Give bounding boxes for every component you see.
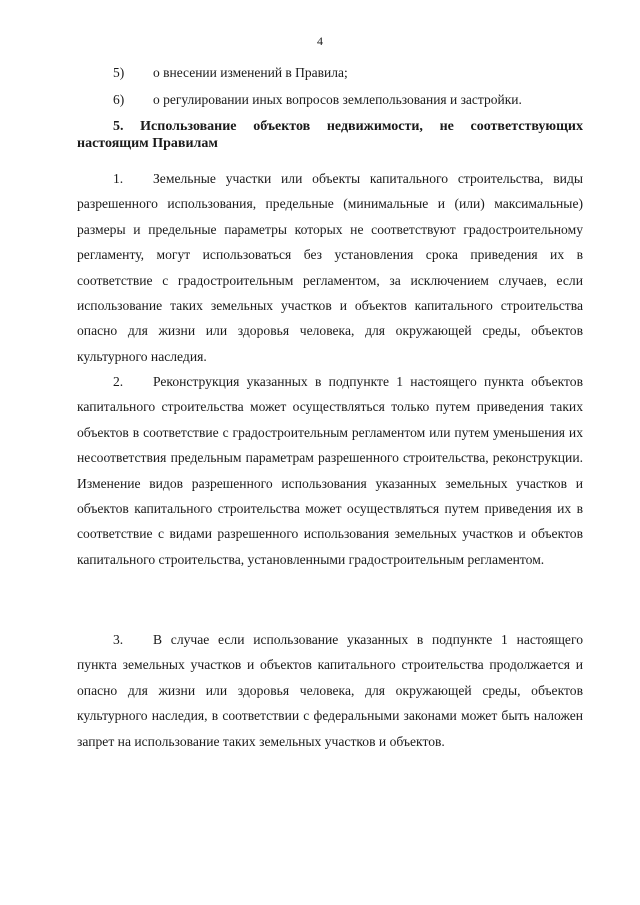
paragraph-text: Земельные участки или объекты капитального строительства, виды разрешенного использования, предельные (минимальные и (или) максимальные) размеры и предельные параметры которых не соответствуют градостроительному регламенту, могут использоваться без установления срока приведения их в соответствие с градостроительным регламентом, за исключением случаев, если использование таких земельных участков и объектов капитального строительства опасно для жизни или здоровья человека, для окружающей среды, объектов культурного наследия. — [77, 171, 583, 364]
list-item-text: о регулировании иных вопросов землепользования и застройки. — [153, 92, 522, 107]
paragraph — [77, 166, 583, 369]
list-item — [113, 92, 522, 108]
paragraph-number: 2. — [113, 374, 124, 389]
paragraph — [77, 369, 583, 572]
list-item-text: о внесении изменений в Правила; — [153, 65, 348, 80]
paragraph-number: 1. — [113, 171, 124, 186]
list-item — [113, 65, 348, 81]
list-item-number: 5) — [113, 65, 125, 80]
paragraph — [77, 627, 583, 754]
section-heading: 5. Использование объектов недвижимости, не соответствующих настоящим Правилам — [77, 119, 583, 151]
paragraph-text: Реконструкция указанных в подпункте 1 настоящего пункта объектов капитального строительства может осуществляться только путем приведения таких объектов в соответствие с градостроительным регламентом или путем уменьшения их несоответствия предельным параметрам разрешенного строительства, реконструкции. Изменение видов разрешенного использования указанных земельных участков и объектов капитального строительства может осуществляться путем приведения их в соответствие с видами разрешенного использования земельных участков и объектов капитального строительства, установленными градостроительным регламентом. — [77, 374, 583, 567]
list-item-number: 6) — [113, 92, 125, 107]
paragraph-number: 3. — [113, 632, 124, 647]
paragraph-text: В случае если использование указанных в подпункте 1 настоящего пункта земельных участков и объектов капитального строительства продолжается и опасно для жизни или здоровья человека, для окружающей среды, объектов культурного наследия, в соответствии с федеральными законами может быть наложен запрет на использование таких земельных участков и объектов. — [77, 632, 583, 749]
page-number: 4 — [317, 34, 323, 48]
